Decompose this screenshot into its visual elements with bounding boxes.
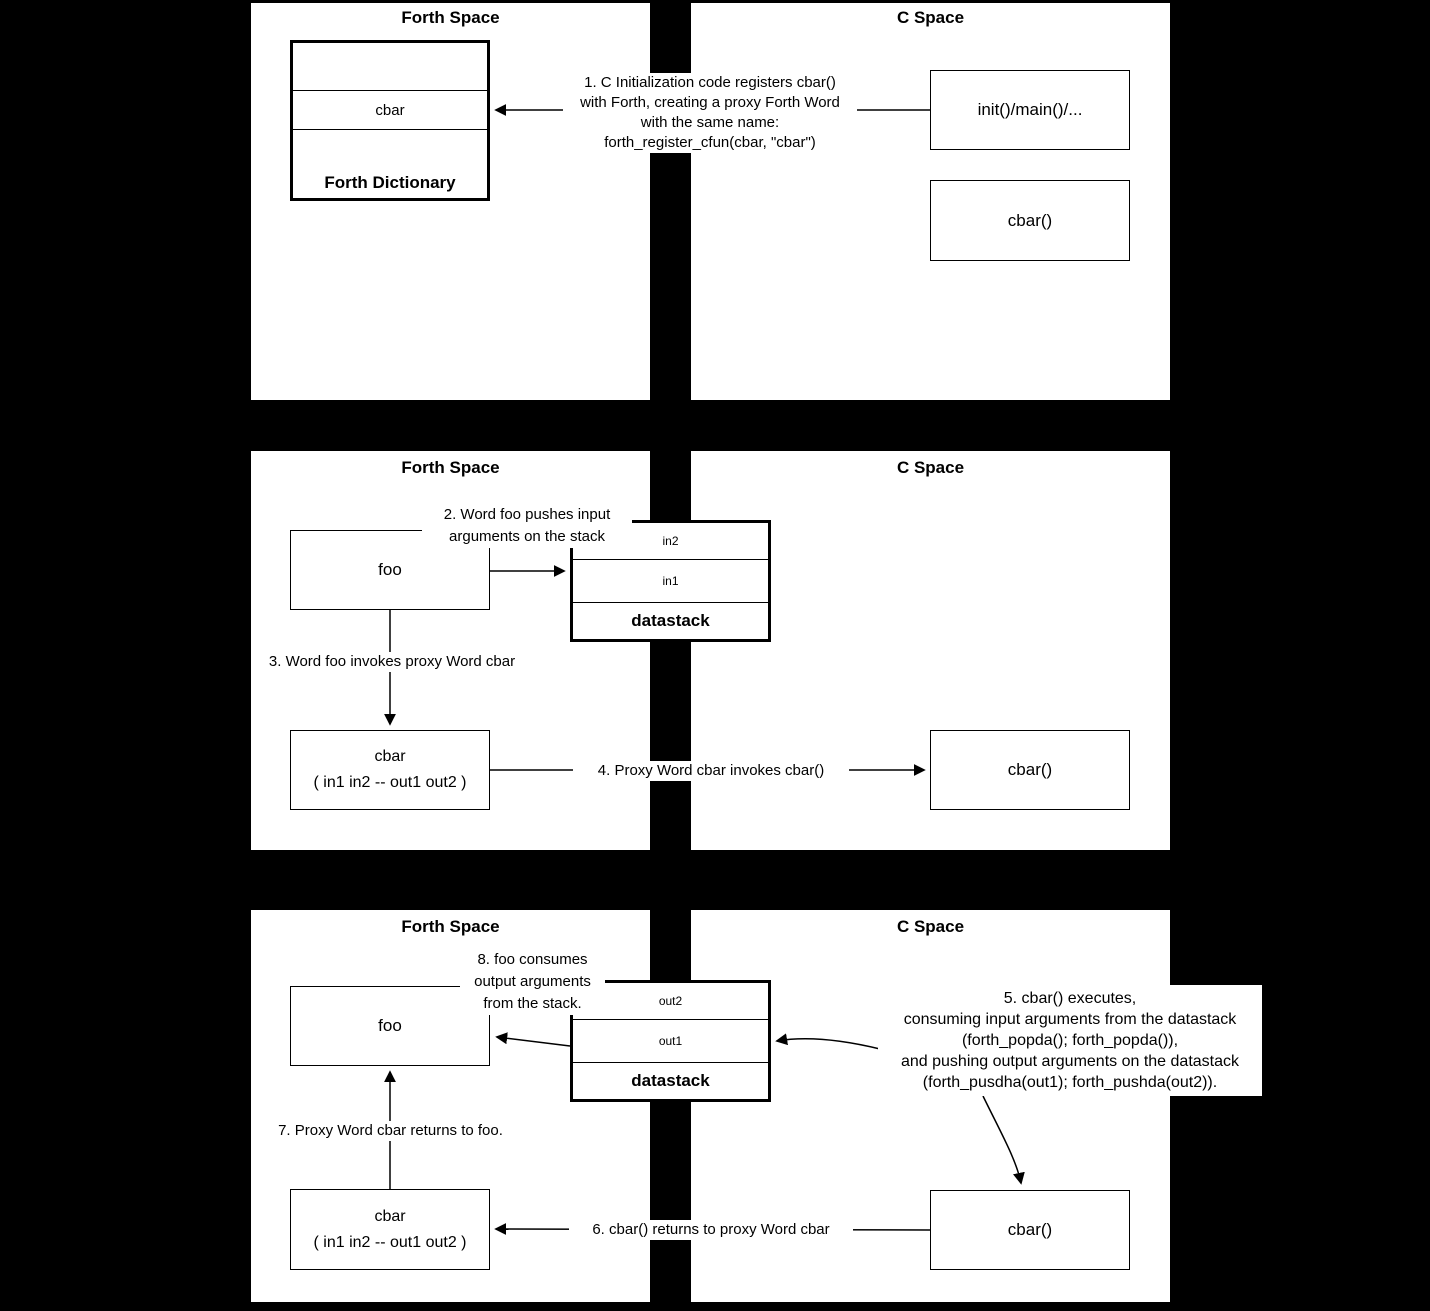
row3-cbar-word-stack-effect: ( in1 in2 -- out1 out2 ) [313,1233,467,1251]
row3-stack-cell-out1: out1 [573,1020,768,1063]
annotation-4-invoke-cbar: 4. Proxy Word cbar invokes cbar() [573,761,849,781]
row2-cbar-word-stack-effect: ( in1 in2 -- out1 out2 ) [313,774,467,791]
row2-c-space-title: C Space [896,458,965,477]
annotation-2-push-args: 2. Word foo pushes input arguments on the stack [422,504,632,548]
row3-foo-box: foo [290,986,490,1066]
annotation-8-consume-output: 8. foo consumes output arguments from the stack. [460,949,605,1015]
arrow-cbar-pushes-output [777,1039,880,1049]
row3-c-space-title: C Space [896,917,965,936]
annotation-5-cbar-executes: 5. cbar() executes, consuming input arguments from the datastack (forth_popda(); forth_popda()), and pushing output arguments on the datastack (forth_pusdha(out1); forth_pushda(out2)). [878,985,1262,1096]
row1-cbar-c-box: cbar() [930,180,1130,261]
annotation-7-return-foo: 7. Proxy Word cbar returns to foo. [251,1121,530,1141]
row2-stack-cell-in1: in1 [573,560,768,603]
annotation-1-register: 1. C Initialization code registers cbar() with Forth, creating a proxy Forth Word with the same name: forth_register_cfun(cbar, "cbar") [563,73,857,153]
row2-cbar-c-box: cbar() [930,730,1130,810]
row3-cbar-c-box: cbar() [930,1190,1130,1270]
row3-cbar-word-name: cbar [374,1207,406,1225]
annotation-6-return-proxy: 6. cbar() returns to proxy Word cbar [569,1220,853,1240]
row3-stack-cell-out2: out2 [573,983,768,1020]
row2-cbar-word-name: cbar [374,748,406,765]
dictionary-cell-cbar: cbar [293,91,487,130]
row2-foo-box: foo [290,530,490,610]
annotation-3-invoke-proxy: 3. Word foo invokes proxy Word cbar [254,652,530,672]
forth-dictionary-label: Forth Dictionary [324,173,456,192]
row2-stack-cell-in2: in2 [573,523,768,560]
arrow-cbar-executes [983,1096,1021,1183]
row3-forth-space-title: Forth Space [401,917,500,936]
arrow-foo-consumes-output [497,1037,570,1046]
row3-datastack-label: datastack [631,1071,710,1090]
row2-forth-space-title: Forth Space [401,458,500,477]
init-main-box: init()/main()/... [930,70,1130,150]
row2-datastack-label: datastack [631,611,710,630]
row1-forth-space-title: Forth Space [401,8,500,27]
row1-c-space-title: C Space [896,8,965,27]
